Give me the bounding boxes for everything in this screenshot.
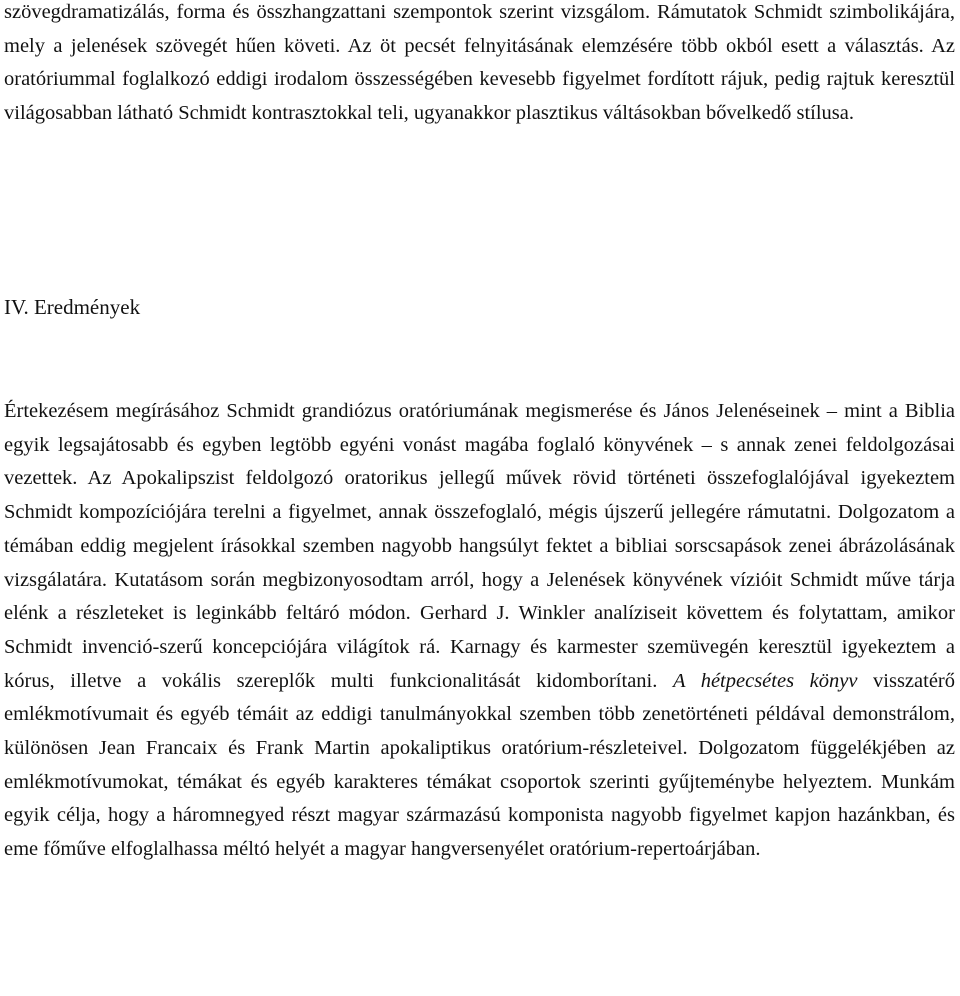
results-text-part-2: visszatérő emlékmotívumait és egyéb témáit az eddigi tanulmányokkal szemben több zenetörténeti példával demonstrálom, különösen Jean Francaix és Frank Martin apokaliptikus oratórium-részleteivel. Dolgozatom függelékjében az emlékmotívumokat, témákat és egyéb karakteres témákat csoportok szerinti gyűjteménybe helyeztem. Munkám egyik célja, hogy a háromnegyed részt magyar származású komponista nagyobb figyelmet kapjon hazánkban, és eme főműve elfoglalhassa méltó helyét a magyar hangversenyélet oratórium-repertoárjában. [4,669,956,861]
results-paragraph [4,395,955,867]
section-heading: IV. Eredmények [4,295,141,319]
results-text-part-1: Értekezésem megírásához Schmidt grandiózus oratóriumának megismerése és János Jelenéseinek – mint a Biblia egyik legsajátosabb és egyben legtöbb egyéni vonást magába foglaló könyvének – s annak zenei feldolgozásai vezettek. Az Apokalipszist feldolgozó oratorikus jellegű művek rövid történeti összefoglalójával igyekeztem Schmidt kompozíciójára terelni a figyelmet, annak összefoglaló, mégis újszerű jellegére rámutatni. Dolgozatom a témában eddig megjelent írásokkal szemben nagyobb hangsúlyt fektet a bibliai sorscsapások zenei ábrázolásának vizsgálatára. Kutatásom során megbizonyosodtam arról, hogy a Jelenések könyvének vízióit Schmidt műve tárja elénk a részleteket is leginkább feltáró módon. Gerhard J. Winkler analíziseit követtem és folytattam, amikor Schmidt invenció-szerű koncepciójára világítok rá. Karnagy és karmester szemüvegén keresztül igyekeztem a kórus, illetve a vokális szereplők multi funkcionalitását kidomborítani. [4,400,955,692]
intro-paragraph: szövegdramatizálás, forma és összhangzattani szempontok szerint vizsgálom. Rámutatok Schmidt szimbolikájára, mely a jelenések szövegét hűen követi. Az öt pecsét felnyitásának elemzésére több okból esett a választás. Az oratóriummal foglalkozó eddigi irodalom összességében kevesebb figyelmet fordított rájuk, pedig rajtuk keresztül világosabban látható Schmidt kontrasztokkal teli, ugyanakkor plasztikus váltásokban bővelkedő stílusa. [4,1,955,125]
book-title-italic: A hétpecsétes könyv [672,669,858,692]
